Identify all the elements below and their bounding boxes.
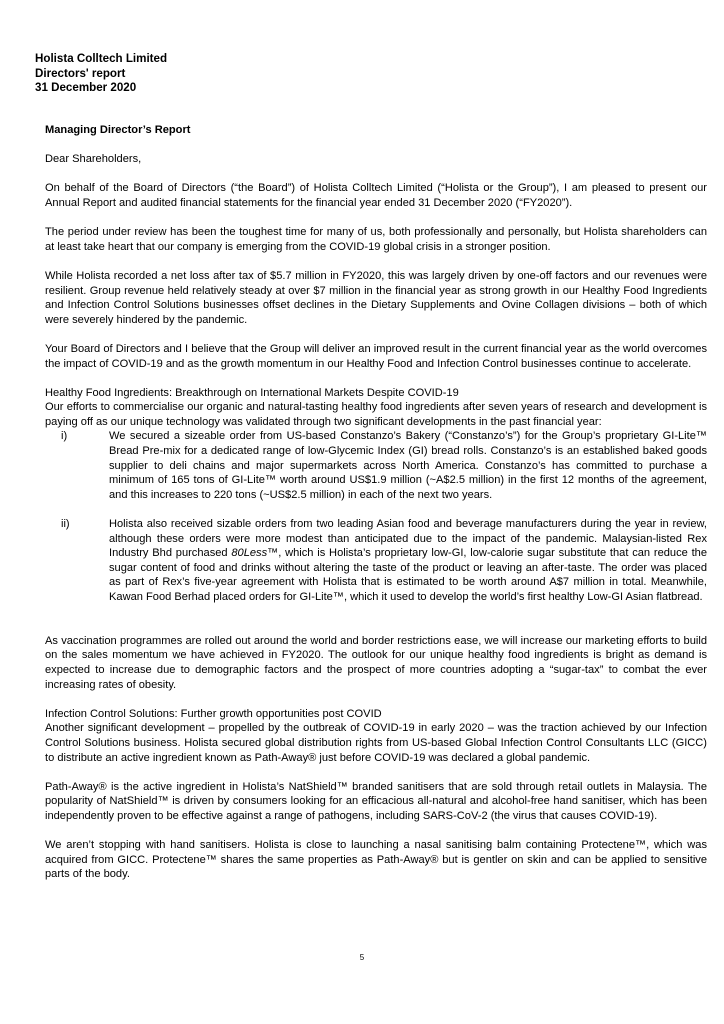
paragraph: Our efforts to commercialise our organic and natural-tasting healthy food ingredients after seven years of research and development is paying off as our unique technology was validated through two significant developments in the past financial year: bbox=[45, 401, 707, 428]
report-title: Directors' report bbox=[35, 66, 126, 80]
list-item-number: i) bbox=[61, 430, 68, 443]
paragraph: Another significant development – propelled by the outbreak of COVID-19 in early 2020 – was the traction achieved by our Infection Control Solutions business. Holista secured global distribution rights from US-based Global Infection Control Consultants LLC (GICC) to distribute an active ingredient known as Path-Away® just before COVID-19 was declared a global pandemic. bbox=[45, 722, 707, 764]
paragraph: While Holista recorded a net loss after tax of $5.7 million in FY2020, this was largely driven by one-off factors and our revenues were resilient. Group revenue held relatively steady at over $7 million in the financial year as strong growth in our Healthy Food Ingredients and Infection Control Solutions businesses offset declines in the Dietary Supplements and Ovine Collagen divisions – both of which were severely hindered by the pandemic. bbox=[45, 269, 707, 326]
paragraph: The period under review has been the toughest time for many of us, both professionally and personally, but Holista shareholders can at least take heart that our company is emerging from the COVID-19 global crisis in a stronger position. bbox=[45, 226, 707, 253]
section-heading: Managing Director’s Report bbox=[45, 124, 191, 136]
list-item-text: We secured a sizeable order from US-based Constanzo’s Bakery (“Constanzo’s”) for the Group’s proprietary GI-Lite™ Bread Pre-mix for a dedicated range of low-Glycemic Index (GI) bread rolls. Constanzo’s is an established baked goods supplier to deli chains and major supermarkets across North America. Constanzo’s has committed to purchase a minimum of 165 tons of GI-Lite™ worth around US$1.9 million (~A$2.5 million) in the first 12 months of the agreement, and this increases to 220 tons (~US$2.5 million) in each of the next two years. bbox=[109, 430, 707, 501]
company-name: Holista Colltech Limited bbox=[35, 52, 168, 65]
salutation: Dear Shareholders, bbox=[45, 153, 142, 166]
list-item-text-part: , which is Holista’s proprietary low-GI, low-calorie sugar substitute that can reduce the sugar content of food and drinks without altering the taste of the product or leaving an after-taste. The order was placed as part of Rex’s five-year agreement with Holista that is estimated to be worth around A$7 million in total. Meanwhile, Kawan Food Berhad placed orders for GI-Lite™, which it used to develop the world’s first healthy Low-GI Asian flatbread. bbox=[109, 547, 707, 603]
paragraph: Your Board of Directors and I believe that the Group will deliver an improved result in the current financial year as the world overcomes the impact of COVID-19 and as the growth momentum in our Healthy Food and Infection Control businesses continue to accelerate. bbox=[45, 342, 707, 370]
subsection-title: Healthy Food Ingredients: Breakthrough on International Markets Despite COVID-19 bbox=[45, 386, 459, 399]
list-item-number: ii) bbox=[61, 518, 70, 531]
list-item-text-part: Holista also received sizable orders from two leading Asian food and beverage manufacturers during the year in review, although these orders were more modest than anticipated due to the impact of the pandemic. Malaysian-listed Rex Industry Bhd purchased bbox=[109, 518, 707, 560]
paragraph: We aren’t stopping with hand sanitisers. Holista is close to launching a nasal sanitising balm containing Protectene™, which was acquired from GICC. Protectene™ shares the same properties as Path-Away® but is gentler on skin and can be applied to sensitive parts of the body. bbox=[45, 839, 707, 881]
paragraph: On behalf of the Board of Directors (“the Board”) of Holista Colltech Limited (“Holista or the Group”), I am pleased to present our Annual Report and audited financial statements for the financial year ended 31 December 2020 (“FY2020”). bbox=[45, 182, 707, 209]
subsection-title: Infection Control Solutions: Further growth opportunities post COVID bbox=[45, 707, 382, 720]
paragraph: As vaccination programmes are rolled out around the world and border restrictions ease, we will increase our marketing efforts to build on the sales momentum we have achieved in FY2020. The outlook for our unique healthy food ingredients is bright as demand is expected to increase due to demographic factors and the prospect of more countries adopting a “sugar-tax” to combat the ever increasing rates of obesity. bbox=[45, 634, 707, 691]
list-item-text bbox=[109, 517, 707, 605]
list-item bbox=[45, 517, 707, 605]
report-header bbox=[35, 52, 167, 96]
report-date: 31 December 2020 bbox=[35, 81, 137, 94]
page-number: 5 bbox=[359, 953, 365, 962]
list-item bbox=[45, 429, 707, 502]
product-name: 80Less™ bbox=[231, 547, 279, 560]
paragraph: Path-Away® is the active ingredient in Holista’s NatShield™ branded sanitisers that are sold through retail outlets in Malaysia. The popularity of NatShield™ is driven by consumers looking for an efficacious all-natural and alcohol-free hand sanitiser, which has been independently proven to be effective against a range of pathogens, including SARS-CoV-2 (the virus that causes COVID-19). bbox=[45, 780, 707, 822]
report-body bbox=[45, 123, 707, 882]
